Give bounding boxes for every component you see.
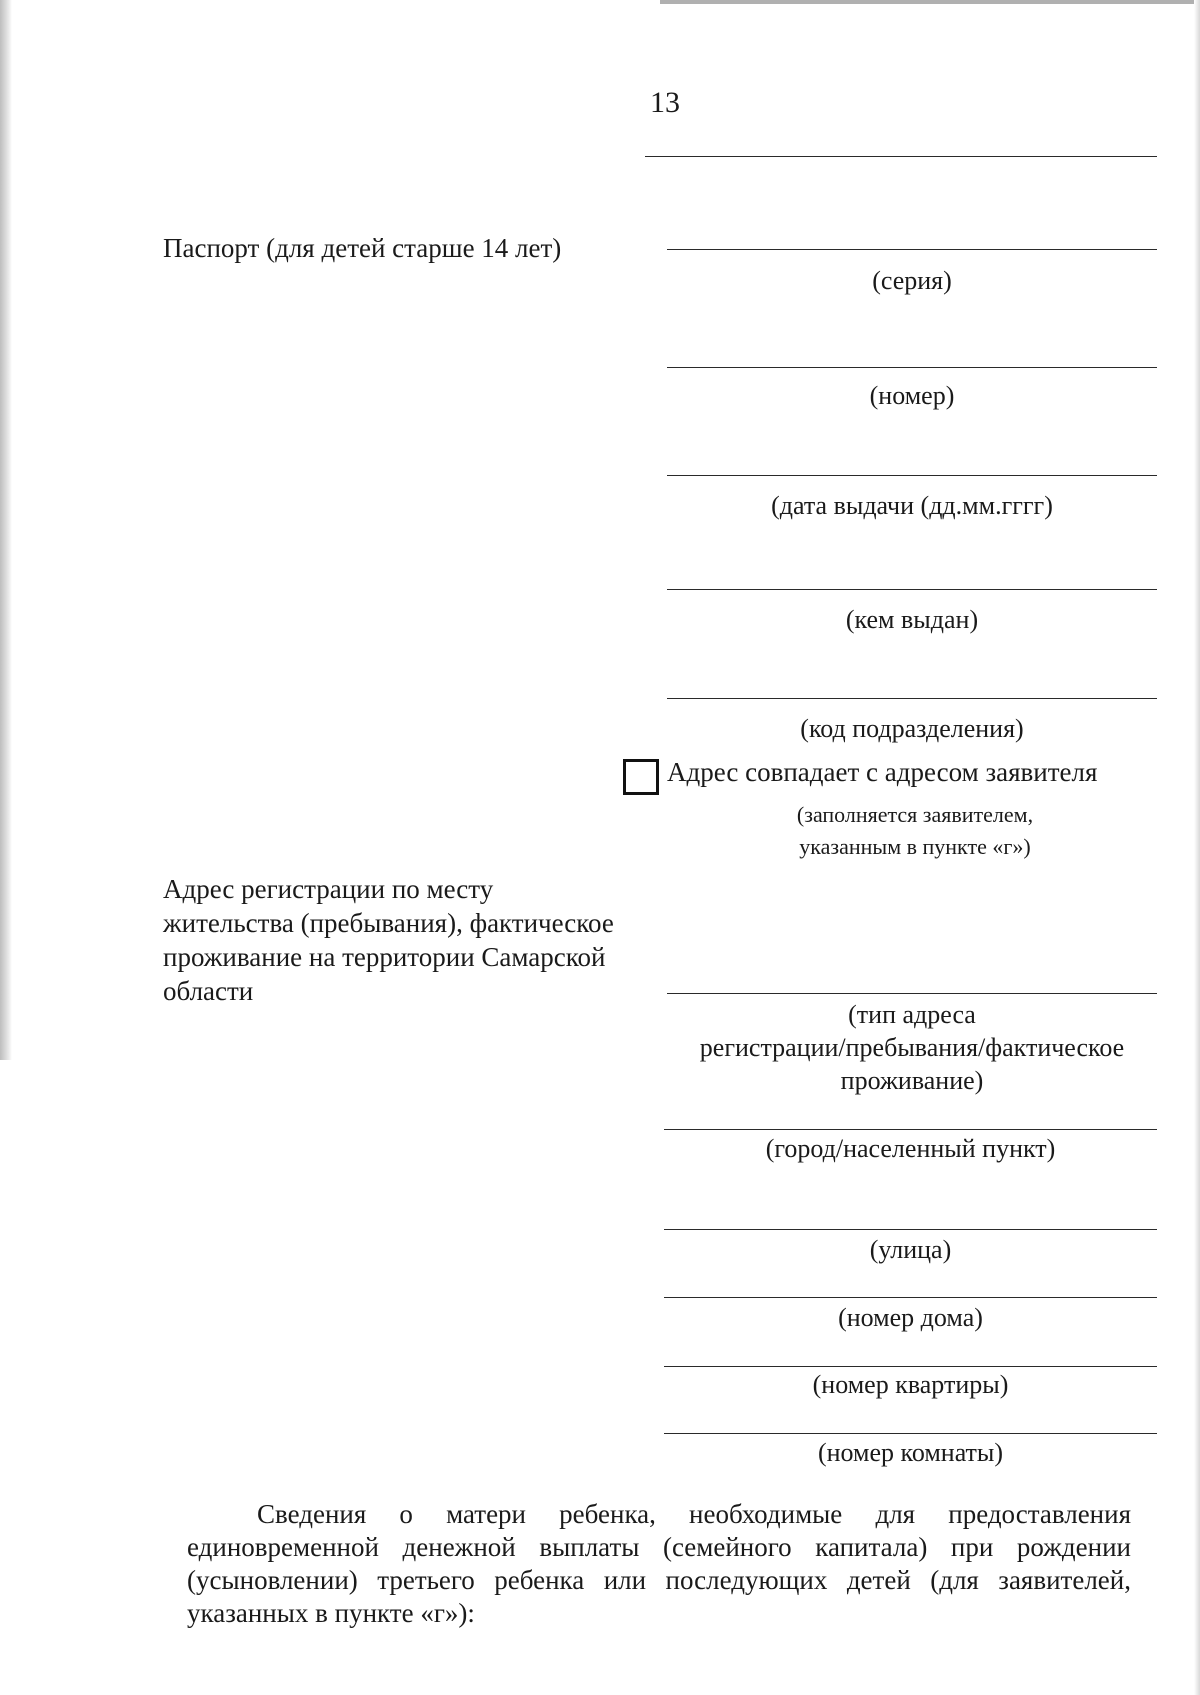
address-label-line4: области xyxy=(163,976,254,1006)
address-match-checkbox[interactable] xyxy=(623,759,659,795)
address-house-line[interactable] xyxy=(664,1297,1157,1298)
address-street-caption: (улица) xyxy=(869,1235,952,1264)
top-fill-line[interactable] xyxy=(645,156,1157,157)
address-room-line[interactable] xyxy=(664,1433,1157,1434)
scan-shadow-right xyxy=(1194,0,1200,1695)
scan-shadow-top xyxy=(660,0,1200,4)
address-label-line3: проживание на территории Самарской xyxy=(163,942,606,972)
passport-number-line[interactable] xyxy=(667,367,1157,368)
address-street-line[interactable] xyxy=(664,1229,1157,1230)
address-type-caption-line3: проживание) xyxy=(840,1066,984,1095)
passport-issue-date-caption: (дата выдачи (дд.мм.гггг) xyxy=(771,491,1053,520)
passport-number-caption: (номер) xyxy=(869,381,955,410)
address-label-line2: жительства (пребывания), фактическое xyxy=(163,908,614,938)
passport-issued-by-line[interactable] xyxy=(667,589,1157,590)
passport-label: Паспорт (для детей старше 14 лет) xyxy=(163,233,562,263)
address-match-note-line2: указанным в пункте «г») xyxy=(799,834,1031,859)
passport-series-line[interactable] xyxy=(667,249,1157,250)
passport-series-caption: (серия) xyxy=(872,266,952,295)
address-city-caption: (город/населенный пункт) xyxy=(765,1134,1056,1163)
address-type-caption-line2: регистрации/пребывания/фактическое xyxy=(699,1033,1125,1062)
passport-issue-date-line[interactable] xyxy=(667,475,1157,476)
address-city-line[interactable] xyxy=(664,1129,1157,1130)
page-number: 13 xyxy=(650,86,680,119)
address-type-line[interactable] xyxy=(667,993,1157,994)
mother-info-paragraph: Сведения о матери ребенка, необходимые для предоставления единовременной денежной выплаты (семейного капитала) при рождении (усыновлении) третьего ребенка или последующих детей (для заявителей, указанных в пункте «г»): xyxy=(187,1499,1131,1628)
address-apartment-caption: (номер квартиры) xyxy=(812,1370,1009,1399)
scan-shadow-left xyxy=(0,0,12,1060)
passport-division-code-line[interactable] xyxy=(667,698,1157,699)
address-label-line1: Адрес регистрации по месту xyxy=(163,874,494,904)
address-match-label: Адрес совпадает с адресом заявителя xyxy=(667,757,1098,787)
address-apartment-line[interactable] xyxy=(664,1366,1157,1367)
address-match-note-line1: (заполняется заявителем, xyxy=(796,802,1034,827)
address-house-caption: (номер дома) xyxy=(838,1303,983,1332)
passport-division-code-caption: (код подразделения) xyxy=(800,714,1024,743)
address-room-caption: (номер комнаты) xyxy=(817,1438,1004,1467)
address-type-caption-line1: (тип адреса xyxy=(848,1000,976,1029)
passport-issued-by-caption: (кем выдан) xyxy=(845,605,979,634)
